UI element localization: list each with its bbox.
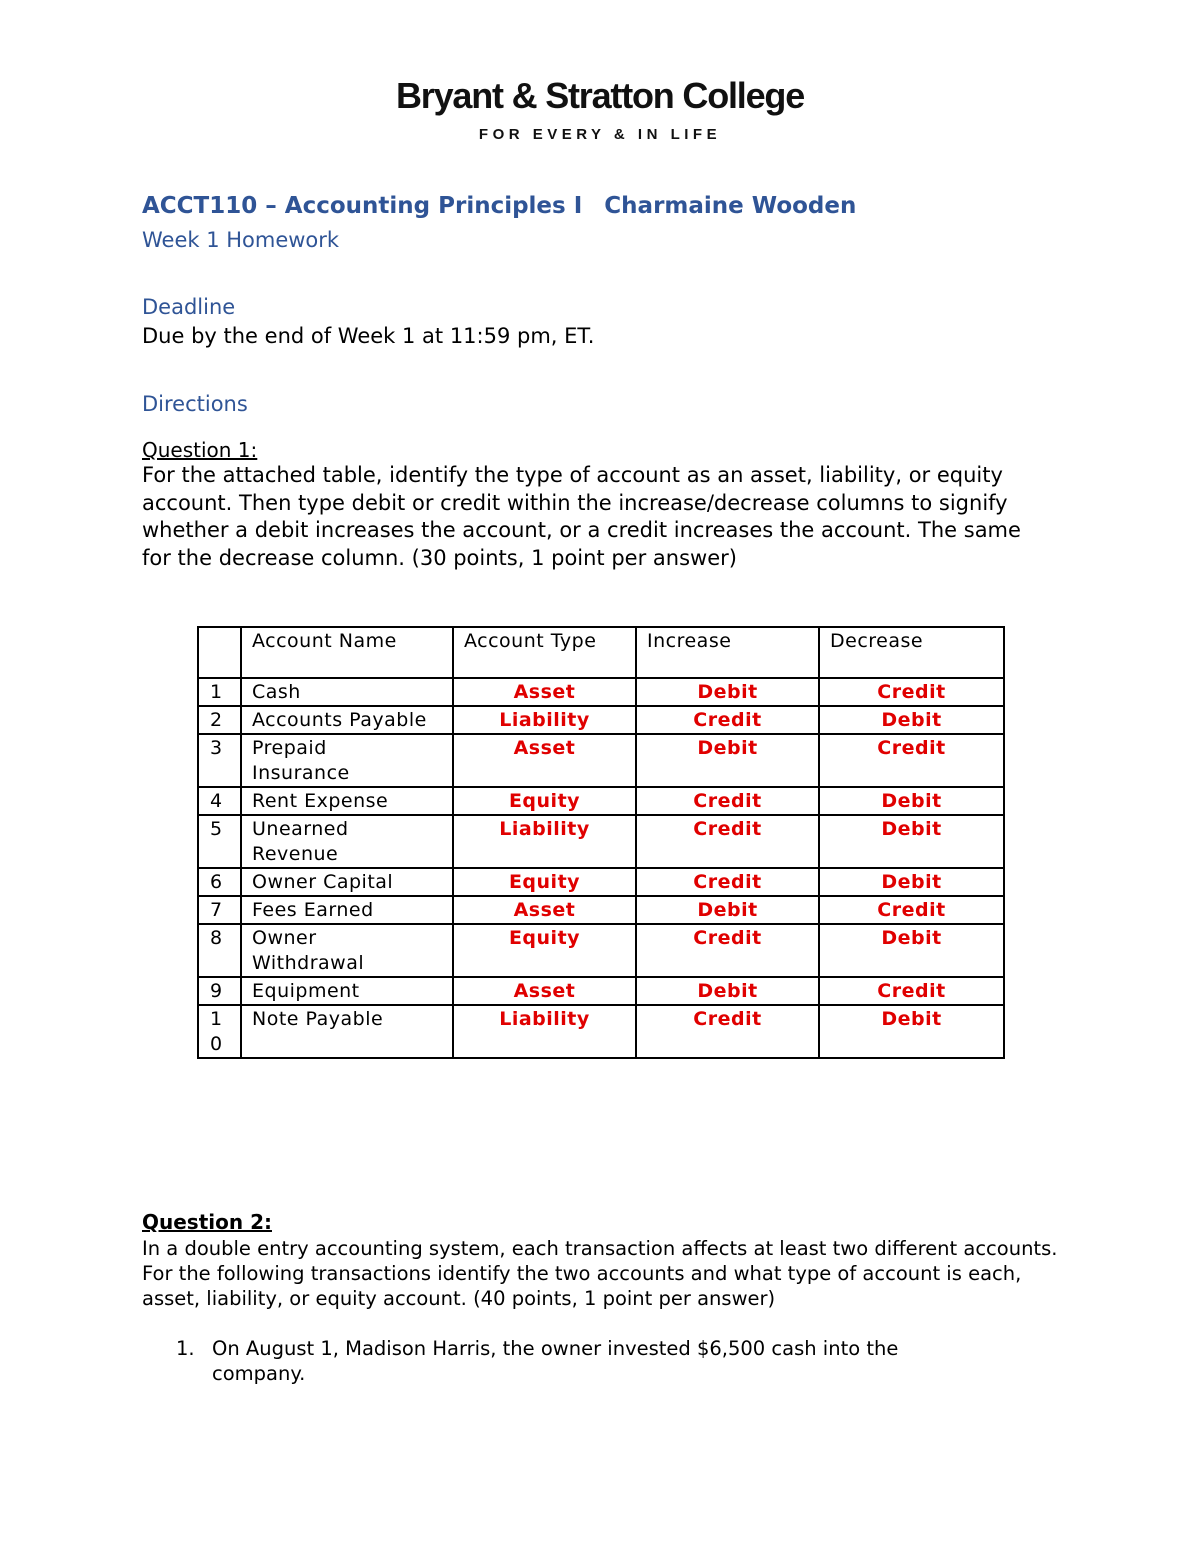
table-header-row — [198, 627, 1004, 678]
account-name: Note Payable — [241, 1005, 453, 1058]
row-number: 9 — [198, 977, 241, 1005]
decrease-answer: Debit — [819, 868, 1004, 896]
table-row — [198, 896, 1004, 924]
logo-name: Bryant & Stratton College — [395, 75, 805, 116]
list-item — [176, 1336, 996, 1386]
column-header-account-type: Account Type — [453, 627, 636, 678]
row-number: 5 — [198, 815, 241, 868]
account-type-answer: Asset — [453, 734, 636, 787]
column-header-increase: Increase — [636, 627, 819, 678]
directions-heading: Directions — [142, 392, 248, 416]
account-name: Cash — [241, 678, 453, 706]
account-name: Equipment — [241, 977, 453, 1005]
question-1-text: For the attached table, identify the type of account as an asset, liability, or equity account. Then type debit or credit within the increase/decrease columns to signify whether a debit increases the account, or a credit increases the account. The same for the decrease column. (30 points, 1 point per answer) — [142, 463, 1021, 570]
account-name: Prepaid Insurance — [241, 734, 453, 787]
account-type-answer: Asset — [453, 977, 636, 1005]
account-name: Owner Capital — [241, 868, 453, 896]
account-name: Rent Expense — [241, 787, 453, 815]
increase-answer: Debit — [636, 896, 819, 924]
table-row — [198, 678, 1004, 706]
column-header-account-name: Account Name — [241, 627, 453, 678]
row-number: 7 — [198, 896, 241, 924]
transaction-number: 1. — [176, 1337, 195, 1360]
account-type-answer: Liability — [453, 706, 636, 734]
increase-answer: Debit — [636, 734, 819, 787]
question-2-heading: Question 2: — [142, 1210, 272, 1234]
table-row — [198, 924, 1004, 977]
course-title: ACCT110 – Accounting Principles I — [142, 193, 583, 219]
account-name: Owner Withdrawal — [241, 924, 453, 977]
column-header-decrease: Decrease — [819, 627, 1004, 678]
row-number: 10 — [198, 1005, 241, 1058]
increase-answer: Credit — [636, 868, 819, 896]
decrease-answer: Credit — [819, 977, 1004, 1005]
increase-answer: Credit — [636, 787, 819, 815]
account-type-answer: Equity — [453, 787, 636, 815]
decrease-answer: Debit — [819, 1005, 1004, 1058]
increase-answer: Debit — [636, 977, 819, 1005]
decrease-answer: Debit — [819, 706, 1004, 734]
account-type-answer: Liability — [453, 1005, 636, 1058]
row-number: 3 — [198, 734, 241, 787]
account-type-answer: Equity — [453, 924, 636, 977]
account-name: Accounts Payable — [241, 706, 453, 734]
transaction-list — [176, 1336, 996, 1386]
deadline-heading: Deadline — [142, 295, 236, 319]
increase-answer: Credit — [636, 815, 819, 868]
account-types-table — [197, 626, 1005, 1059]
decrease-answer: Debit — [819, 815, 1004, 868]
increase-answer: Credit — [636, 924, 819, 977]
account-name: Unearned Revenue — [241, 815, 453, 868]
row-number: 2 — [198, 706, 241, 734]
account-type-answer: Asset — [453, 896, 636, 924]
decrease-answer: Debit — [819, 924, 1004, 977]
decrease-answer: Credit — [819, 678, 1004, 706]
account-name: Fees Earned — [241, 896, 453, 924]
transaction-text: On August 1, Madison Harris, the owner invested $6,500 cash into the company. — [212, 1337, 899, 1385]
account-type-answer: Asset — [453, 678, 636, 706]
college-logo — [0, 74, 1200, 143]
row-number: 8 — [198, 924, 241, 977]
course-title-line — [142, 193, 856, 219]
table-row — [198, 977, 1004, 1005]
decrease-answer: Credit — [819, 734, 1004, 787]
question-2-text: In a double entry accounting system, each transaction affects at least two different accounts. For the following transactions identify the two accounts and what type of account is each, asset, liability, or equity account. (40 points, 1 point per answer) — [142, 1237, 1058, 1310]
row-number: 1 — [198, 678, 241, 706]
table-row — [198, 868, 1004, 896]
account-type-answer: Liability — [453, 815, 636, 868]
increase-answer: Credit — [636, 1005, 819, 1058]
table-row — [198, 706, 1004, 734]
assignment-title: Week 1 Homework — [142, 228, 340, 252]
row-number: 4 — [198, 787, 241, 815]
increase-answer: Debit — [636, 678, 819, 706]
row-number: 6 — [198, 868, 241, 896]
account-type-answer: Equity — [453, 868, 636, 896]
table-row — [198, 1005, 1004, 1058]
table-row — [198, 815, 1004, 868]
table-row — [198, 787, 1004, 815]
student-name: Charmaine Wooden — [604, 193, 857, 219]
decrease-answer: Debit — [819, 787, 1004, 815]
question-1-heading: Question 1: — [142, 438, 258, 462]
deadline-text: Due by the end of Week 1 at 11:59 pm, ET. — [142, 324, 595, 348]
logo-tagline: FOR EVERY & IN LIFE — [478, 126, 722, 143]
table-row — [198, 734, 1004, 787]
decrease-answer: Credit — [819, 896, 1004, 924]
column-header-number — [198, 627, 241, 678]
increase-answer: Credit — [636, 706, 819, 734]
